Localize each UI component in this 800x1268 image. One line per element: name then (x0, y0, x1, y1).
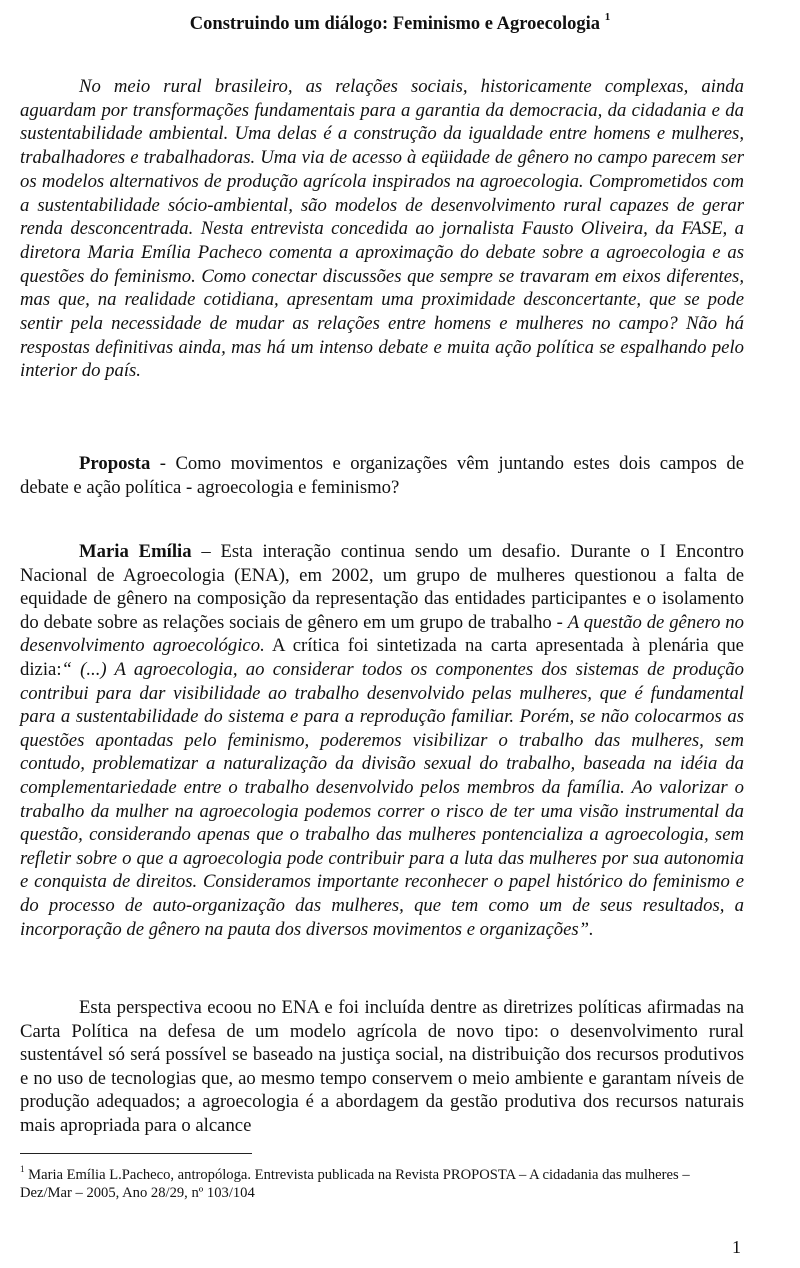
question-paragraph (20, 452, 744, 500)
answer-text-1: – Esta interação continua sendo um desafio. Durante o I Encontro Nacional de Agroecologia (ENA), em 2002, um grupo de mulheres questionou a falta de equidade de gênero na composição da representação das entidades participantes e o isolamento do debate sobre as relações sociais de gênero em um grupo de trabalho - (20, 541, 744, 633)
page-number: 1 (732, 1237, 741, 1257)
question-text: - Como movimentos e organizações vêm juntando estes dois campos de debate e ação política - agroecologia e feminismo? (20, 453, 744, 498)
title-text: Construindo um diálogo: Feminismo e Agroecologia (189, 14, 601, 35)
footnote-divider (20, 1153, 252, 1154)
continuation-paragraph (20, 996, 744, 1138)
intro-paragraph (20, 75, 744, 383)
answer-speaker: Maria Emília (79, 541, 192, 562)
continuation-text: Esta perspectiva ecoou no ENA e foi incluída dentre as diretrizes políticas afirmadas na Carta Política na defesa de um modelo agrícola de novo tipo: o desenvolvimento rural sustentável só será possível se baseado na justiça social, na distribuição dos recursos produtivos e no uso de tecnologias que, ao mesmo tempo conservem o meio ambiente e garantam níveis de produção adequados; a agroecologia é a abordagem da gestão produtiva dos recursos naturais mais apropriada para o alcance (20, 997, 744, 1136)
footnote (20, 1161, 744, 1202)
working-group-name: A questão de gênero no desenvolvimento agroecológico. (20, 611, 744, 657)
answer-text-2: A crítica foi sintetizada na carta apresentada à plenária que dizia: (20, 635, 744, 680)
letter-quote: “ (...) A agroecologia, ao considerar todos os componentes dos sistemas de produção contribui para dar visibilidade ao trabalho desenvolvido pelas mulheres, que é fundamental para a sustentabilidade do sistema e para a reprodução familiar. Porém, se não colocarmos as questões apontadas pelo feminismo, poderemos visibilizar o trabalho das mulheres, sem contudo, problematizar a naturalização da divisão sexual do trabalho, baseada na idéia da complementariedade entre o trabalho desenvolvido pelos membros da família. Ao valorizar o trabalho da mulher na agroecologia podemos correr o risco de ter uma visão instrumental da questão, considerando apenas que o trabalho das mulheres pontencializa a agroecologia, sem refletir sobre o que a agroecologia pode contribuir para a luta das mulheres por sua autonomia e conquista de direitos. Consideramos importante reconhecer o papel histórico do feminismo e do processo de auto-organização das mulheres, que tem como um de seus resultados, a incorporação de gênero na pauta dos diversos movimentos e organizações”. (20, 658, 744, 940)
intro-text: No meio rural brasileiro, as relações sociais, historicamente complexas, ainda aguardam por transformações fundamentais para a garantia da democracia, da cidadania e da sustentabilidade ambiental. Uma delas é a construção da igualdade entre homens e mulheres, trabalhadores e trabalhadoras. Uma via de acesso à eqüidade de gênero no campo parecem ser os modelos alternativos de produção agrícola inspirados na agroecologia. Comprometidos com a sustentabilidade sócio-ambiental, são modelos de desenvolvimento rural capazes de gerar renda desconcentrada. Nesta entrevista concedida ao jornalista Fausto Oliveira, da FASE, a diretora Maria Emília Pacheco comenta a aproximação do debate sobre a agroecologia e as questões do feminismo. Como conectar discussões que sempre se travaram em eixos diferentes, mas que, na realidade cotidiana, apresentam uma proximidade desconcertante, que se pode sentir pela necessidade de mudar as relações entre homens e mulheres no campo? Não há respostas definitivas ainda, mas há um intenso debate e muita ação política se espalhando pelo interior do país. (20, 76, 744, 382)
footnote-mark: 1 (20, 1164, 25, 1174)
title-footnote-mark: 1 (604, 11, 611, 23)
page-title (20, 7, 780, 36)
answer-paragraph (20, 540, 744, 941)
footnote-text: Maria Emília L.Pacheco, antropóloga. Entrevista publicada na Revista PROPOSTA – A cidadania das mulheres – Dez/Mar – 2005, Ano 28/29, nº 103/104 (20, 1166, 690, 1201)
question-speaker: Proposta (79, 453, 151, 474)
